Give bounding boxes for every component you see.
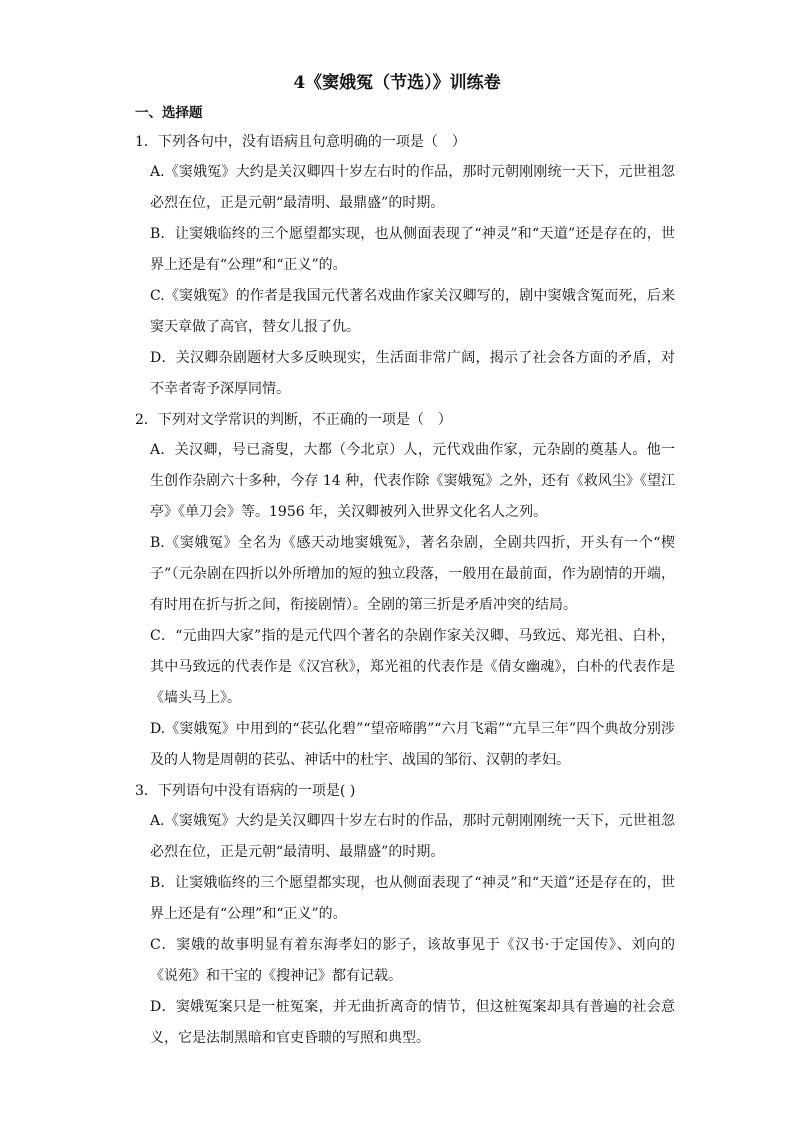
question-1 (135, 127, 675, 405)
section-heading: 一、选择题 (135, 105, 203, 121)
question-stem: 3．下列语句中没有语病的一项是( ) (135, 783, 356, 799)
option-c: C．“元曲四大家”指的是元代四个著名的杂剧作家关汉卿、马致远、郑光祖、白朴，其中马致远的代表作是《汉宫秋》，郑光祖的代表作是《倩女幽魂》，白朴的代表作是《墙头马上》。 (150, 628, 675, 706)
option-b: B.《窦娥冤》全名为《感天动地窦娥冤》，著名杂剧，全剧共四折，开头有一个“楔子”（元杂剧在四折以外所增加的短的独立段落，一般用在最前面，作为剧情的开端，有时用在折与折之间，衔接剧情）。全剧的第三折是矛盾冲突的结局。 (150, 535, 675, 613)
option-d: D．关汉卿杂剧题材大多反映现实，生活面非常广阔，揭示了社会各方面的矛盾，对不幸者寄予深厚同情。 (150, 350, 675, 397)
question-stem: 1．下列各句中，没有语病且句意明确的一项是（ ） (135, 134, 466, 150)
option-c: C.《窦娥冤》的作者是我国元代著名戏曲作家关汉卿写的，剧中窦娥含冤而死，后来窦天章做了高官，替女儿报了仇。 (150, 288, 675, 335)
page-title: 4《窦娥冤（节选）》训练卷 (293, 73, 501, 93)
question-stem: 2．下列对文学常识的判断，不正确的一项是（ ） (135, 412, 452, 428)
option-a: A.《窦娥冤》大约是关汉卿四十岁左右时的作品，那时元朝刚刚统一天下，元世祖忽必烈在位，正是元朝“最清明、最鼎盛”的时期。 (150, 813, 675, 860)
question-2 (135, 405, 675, 776)
option-a: A.《窦娥冤》大约是关汉卿四十岁左右时的作品，那时元朝刚刚统一天下，元世祖忽必烈在位，正是元朝“最清明、最鼎盛”的时期。 (150, 164, 675, 211)
option-b: B．让窦娥临终的三个愿望都实现，也从侧面表现了“神灵”和“天道”还是存在的，世界上还是有“公理”和“正义”的。 (150, 226, 675, 273)
option-d: D．窦娥冤案只是一桩冤案，并无曲折离奇的情节，但这桩冤案却具有普遍的社会意义，它是法制黑暗和官吏昏聩的写照和典型。 (150, 999, 675, 1046)
option-a: A．关汉卿，号已斋叟，大都（今北京）人，元代戏曲作家，元杂剧的奠基人。他一生创作杂剧六十多种，今存 14 种，代表作除《窦娥冤》之外，还有《救风尘》《望江亭》《单刀会》等。1956 年，关汉卿被列入世界文化名人之列。 (150, 442, 675, 520)
question-3 (135, 776, 675, 1054)
option-b: B．让窦娥临终的三个愿望都实现，也从侧面表现了“神灵”和“天道”还是存在的，世界上还是有“公理”和“正义”的。 (150, 875, 675, 922)
question-list (135, 127, 675, 1054)
option-d: D.《窦娥冤》中用到的“苌弘化碧”“望帝啼鹃”“六月飞霜”“亢旱三年”四个典故分别涉及的人物是周朝的苌弘、神话中的杜宇、战国的邹衍、汉朝的孝妇。 (150, 721, 675, 768)
option-c: C．窦娥的故事明显有着东海孝妇的影子，该故事见于《汉书·于定国传》、刘向的《说苑》和干宝的《搜神记》都有记载。 (150, 937, 675, 984)
